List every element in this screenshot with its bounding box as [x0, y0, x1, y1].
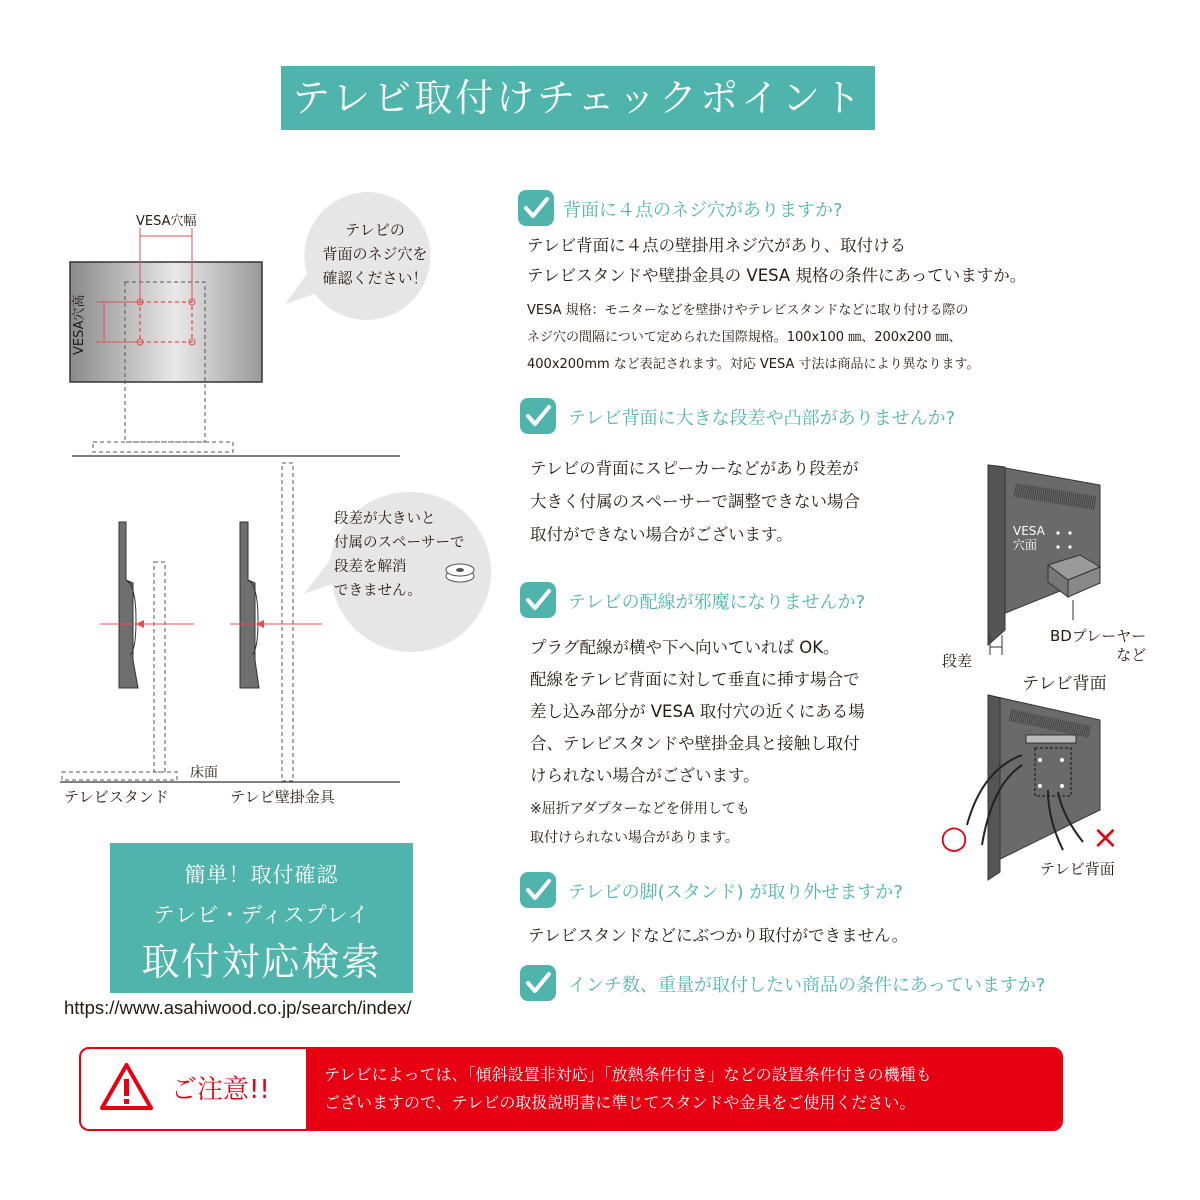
check-2-label: テレビ背面に大きな段差や凸部がありませんか?: [568, 408, 956, 429]
check-icon: [518, 190, 554, 226]
tv-back-label: テレビ背面: [1022, 674, 1107, 694]
wallmount-label: テレビ壁掛金具: [230, 788, 335, 806]
check-3-body: プラグ配線が横や下へ向いていれば OK。 配線をテレビ背面に対して垂直に挿す場合で 差し込み部分が VESA 取付穴の近くにある場 合、テレビスタンドや壁掛金具と接触し取付 けられない場合がございます。: [530, 638, 865, 785]
check-icon: [520, 398, 556, 434]
check-1-label: 背面に４点のネジ穴がありますか?: [563, 200, 843, 221]
ok-mark: ○: [940, 818, 968, 856]
warning-icon: [99, 1062, 154, 1112]
search-line1: 簡単！取付確認: [184, 863, 339, 887]
search-line2: テレビ・ディスプレイ: [153, 903, 370, 927]
check-icon: [520, 965, 556, 1001]
vesa-height-label: VESA穴高: [72, 294, 87, 355]
check-4-body: テレビスタンドなどにぶつかり取付ができません。: [528, 926, 909, 945]
check-1-body: テレビ背面に４点の壁掛用ネジ穴があり、取付ける テレビスタンドや壁掛金具の VESA 規格の条件にあっていますか。: [527, 236, 1027, 285]
search-promo-box[interactable]: [110, 843, 413, 993]
step-label: 段差: [942, 652, 973, 670]
search-url-link[interactable]: https://www.asahiwood.co.jp/search/index/: [64, 997, 412, 1018]
check-2-body: テレビの背面にスピーカーなどがあり段差が 大きく付属のスペーサーで調整できない場合 取付ができない場合がございます。: [530, 459, 860, 544]
ng-mark: ×: [1092, 818, 1119, 856]
page-title: テレビ取付けチェックポイント: [281, 66, 875, 130]
cable-back-label: テレビ背面: [1040, 860, 1115, 878]
check-icon: [520, 872, 556, 908]
check-3-note: ※屈折アダプターなどを併用しても 取付けられない場合があります。: [530, 801, 750, 846]
check-3-label: テレビの配線が邪魔になりませんか?: [568, 592, 866, 613]
stand-label: テレビスタンド: [64, 788, 169, 806]
vesa-width-label: VESA穴幅: [136, 214, 197, 229]
caution-box: [79, 1047, 1063, 1131]
caution-message: テレビによっては、「傾斜設置非対応」「放熱条件付き」などの設置条件付きの機種も ございますので、テレビの取扱説明書に準じてスタンドや金具をご使用ください。: [306, 1049, 1061, 1129]
check-icon: [520, 582, 556, 618]
bubble-bottom-text: 段差が大きいと 付属のスペーサーで 段差を解消 できません。: [334, 511, 465, 599]
tv-side-wallmount: [240, 522, 259, 688]
check-5-label: インチ数、重量が取付したい商品の条件にあっていますか?: [568, 975, 1046, 996]
search-line3: 取付対応検索: [141, 940, 382, 984]
check-1-note: VESA 規格：モニターなどを壁掛けやテレビスタンドなどに取り付ける際の ネジ穴の間隔について定められた国際規格。100x100 ㎜、200x200 ㎜、 400x200mm など表記されます。対応 VESA 寸法は商品により異なります。: [527, 303, 980, 372]
vesa-holes-label: VESA 穴面: [1013, 524, 1045, 552]
vesa-diagram: [0, 0, 510, 820]
tv-front-panel: [70, 262, 262, 382]
check-4-label: テレビの脚(スタンド) が取り外せますか?: [568, 882, 903, 903]
caution-title: ご注意!!: [171, 1075, 270, 1105]
floor-label: 床面: [190, 765, 218, 781]
bd-player-label: BDプレーヤー など: [1050, 627, 1147, 664]
bubble-top-text: テレビの 背面のネジ穴を 確認ください！: [322, 221, 428, 287]
